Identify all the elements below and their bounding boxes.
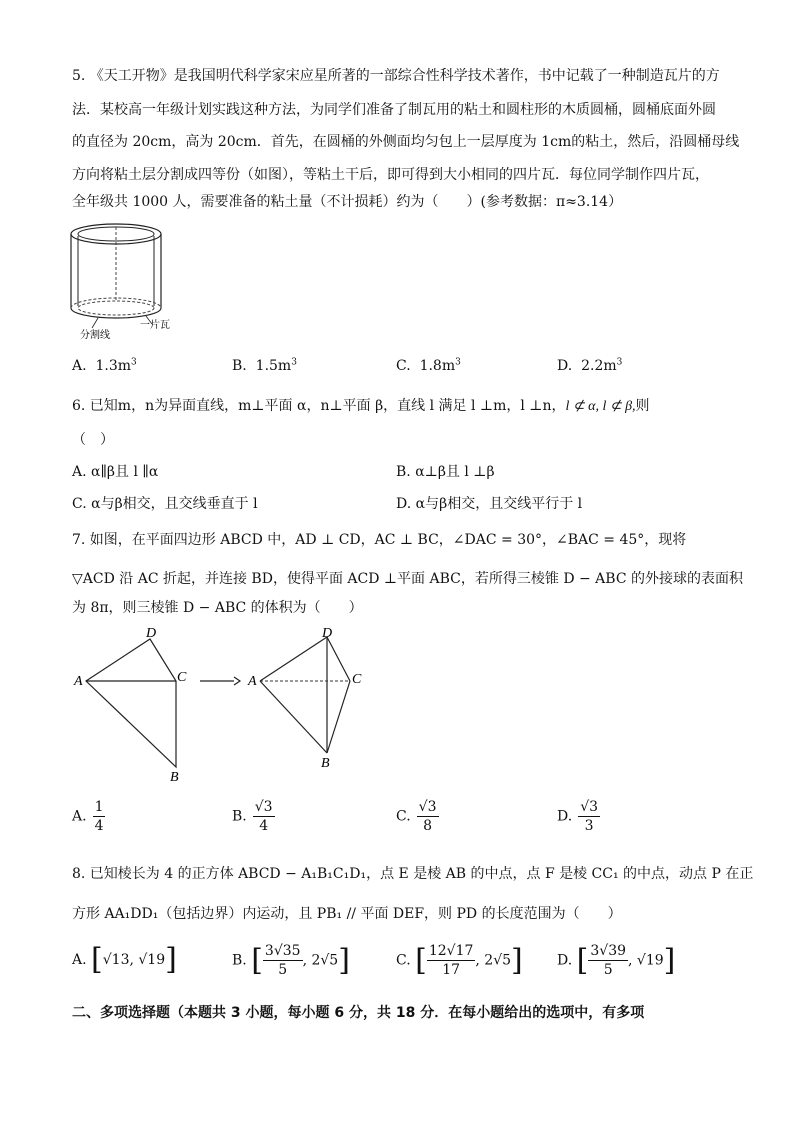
q5-line-1: 5. 《天工开物》是我国明代科学家宋应星所著的一部综合性科学技术著作，书中记载了一种制造瓦片的方 [72,68,720,84]
q8-line-2: 方形 AA₁DD₁（包括边界）内运动，且 PB₁ // 平面 DEF，则 PD 的长度范围为（ ） [72,906,622,922]
tetra-label-a: A [248,674,257,689]
q6-stem: 6. 已知m，n为异面直线，m⊥平面 α，n⊥平面 β，直线 l 满足 l ⊥m，l ⊥n，l ⊄ α, l ⊄ β,则 [72,398,650,414]
q7-option-a[interactable]: A. $\frac{1}{4}$ [72,799,104,834]
section-2-heading: 二、多项选择题（本题共 3 小题，每小题 6 分，共 18 分．在每小题给出的选项中，有多项 [72,1005,645,1021]
q8-option-c[interactable]: C. [ $\frac{12√17}{17}$ , 2√5] [396,942,523,978]
q5-line-3: 的直径为 20cm，高为 20cm．首先，在圆桶的外侧面均匀包上一层厚度为 1cm的粘土，然后，沿圆桶母线 [72,134,740,150]
q5-option-d[interactable]: D. $2.2m^3$ [557,357,623,374]
q7-option-c[interactable]: C. $\frac{√3}{8}$ [396,799,437,834]
tetra-label-c: C [352,672,362,687]
q5-option-c[interactable]: C. $1.8m^3$ [396,357,461,374]
quad-label-c: C [177,670,187,685]
q6-option-d[interactable]: D. α与β相交，且交线平行于 l [396,496,583,512]
q6-option-a[interactable]: A. α∥β且 l ∥α [72,464,159,480]
q7-line-1: 7. 如图，在平面四边形 ABCD 中，AD ⊥ CD，AC ⊥ BC，∠DAC = 30°，∠BAC = 45°，现将 [72,532,687,548]
tetrahedron-figure [244,625,374,773]
q6-option-b[interactable]: B. α⊥β且 l ⊥β [396,464,495,480]
q5-option-a[interactable]: A. $1.3m^3$ [72,357,137,374]
tetra-label-b: B [321,756,330,771]
fold-arrow [198,676,242,686]
quad-label-d: D [146,626,157,641]
quadrilateral-figure [70,625,190,785]
split-line-label: 分割线 [80,330,110,341]
q5-line-2: 法．某校高一年级计划实践这种方法，为同学们准备了制瓦用的粘土和圆柱形的木质圆桶，圆桶底面外圆 [72,102,716,118]
q5-option-b[interactable]: B. $1.5m^3$ [232,357,297,374]
q6-paren: （ ） [72,432,114,448]
q5-line-4: 方向将粘土层分割成四等份（如图），等粘土干后，即可得到大小相同的四片瓦．每位同学制作四片瓦， [72,167,709,183]
quad-label-a: A [74,674,83,689]
q7-option-d[interactable]: D. $\frac{√3}{3}$ [557,799,599,834]
cylinder-figure [66,220,186,345]
q8-option-b[interactable]: B. [ $\frac{3√35}{5}$ , 2√5] [232,942,350,978]
q7-option-b[interactable]: B. $\frac{√3}{4}$ [232,799,273,834]
q6-option-c[interactable]: C. α与β相交，且交线垂直于 l [72,496,258,512]
quad-label-b: B [170,770,179,785]
q7-line-2: ▽ACD 沿 AC 折起，并连接 BD，使得平面 ACD ⊥平面 ABC，若所得三棱锥 D − ABC 的外接球的表面积 [72,571,744,587]
q5-line-5: 全年级共 1000 人，需要准备的粘土量（不计损耗）约为（ ）(参考数据：π≈3.14） [72,194,623,210]
tetra-label-d: D [322,626,333,641]
q8-option-d[interactable]: D. [ $\frac{3√39}{5}$ , √19] [557,942,676,978]
q8-option-a[interactable]: A. [√13, √19] [72,942,177,977]
q8-line-1: 8. 已知棱长为 4 的正方体 ABCD − A₁B₁C₁D₁，点 E 是棱 AB 的中点，点 F 是棱 CC₁ 的中点，动点 P 在正 [72,866,754,882]
q7-line-3: 为 8π，则三棱锥 D − ABC 的体积为（ ） [72,600,363,616]
one-tile-label: 一片瓦 [140,320,170,331]
